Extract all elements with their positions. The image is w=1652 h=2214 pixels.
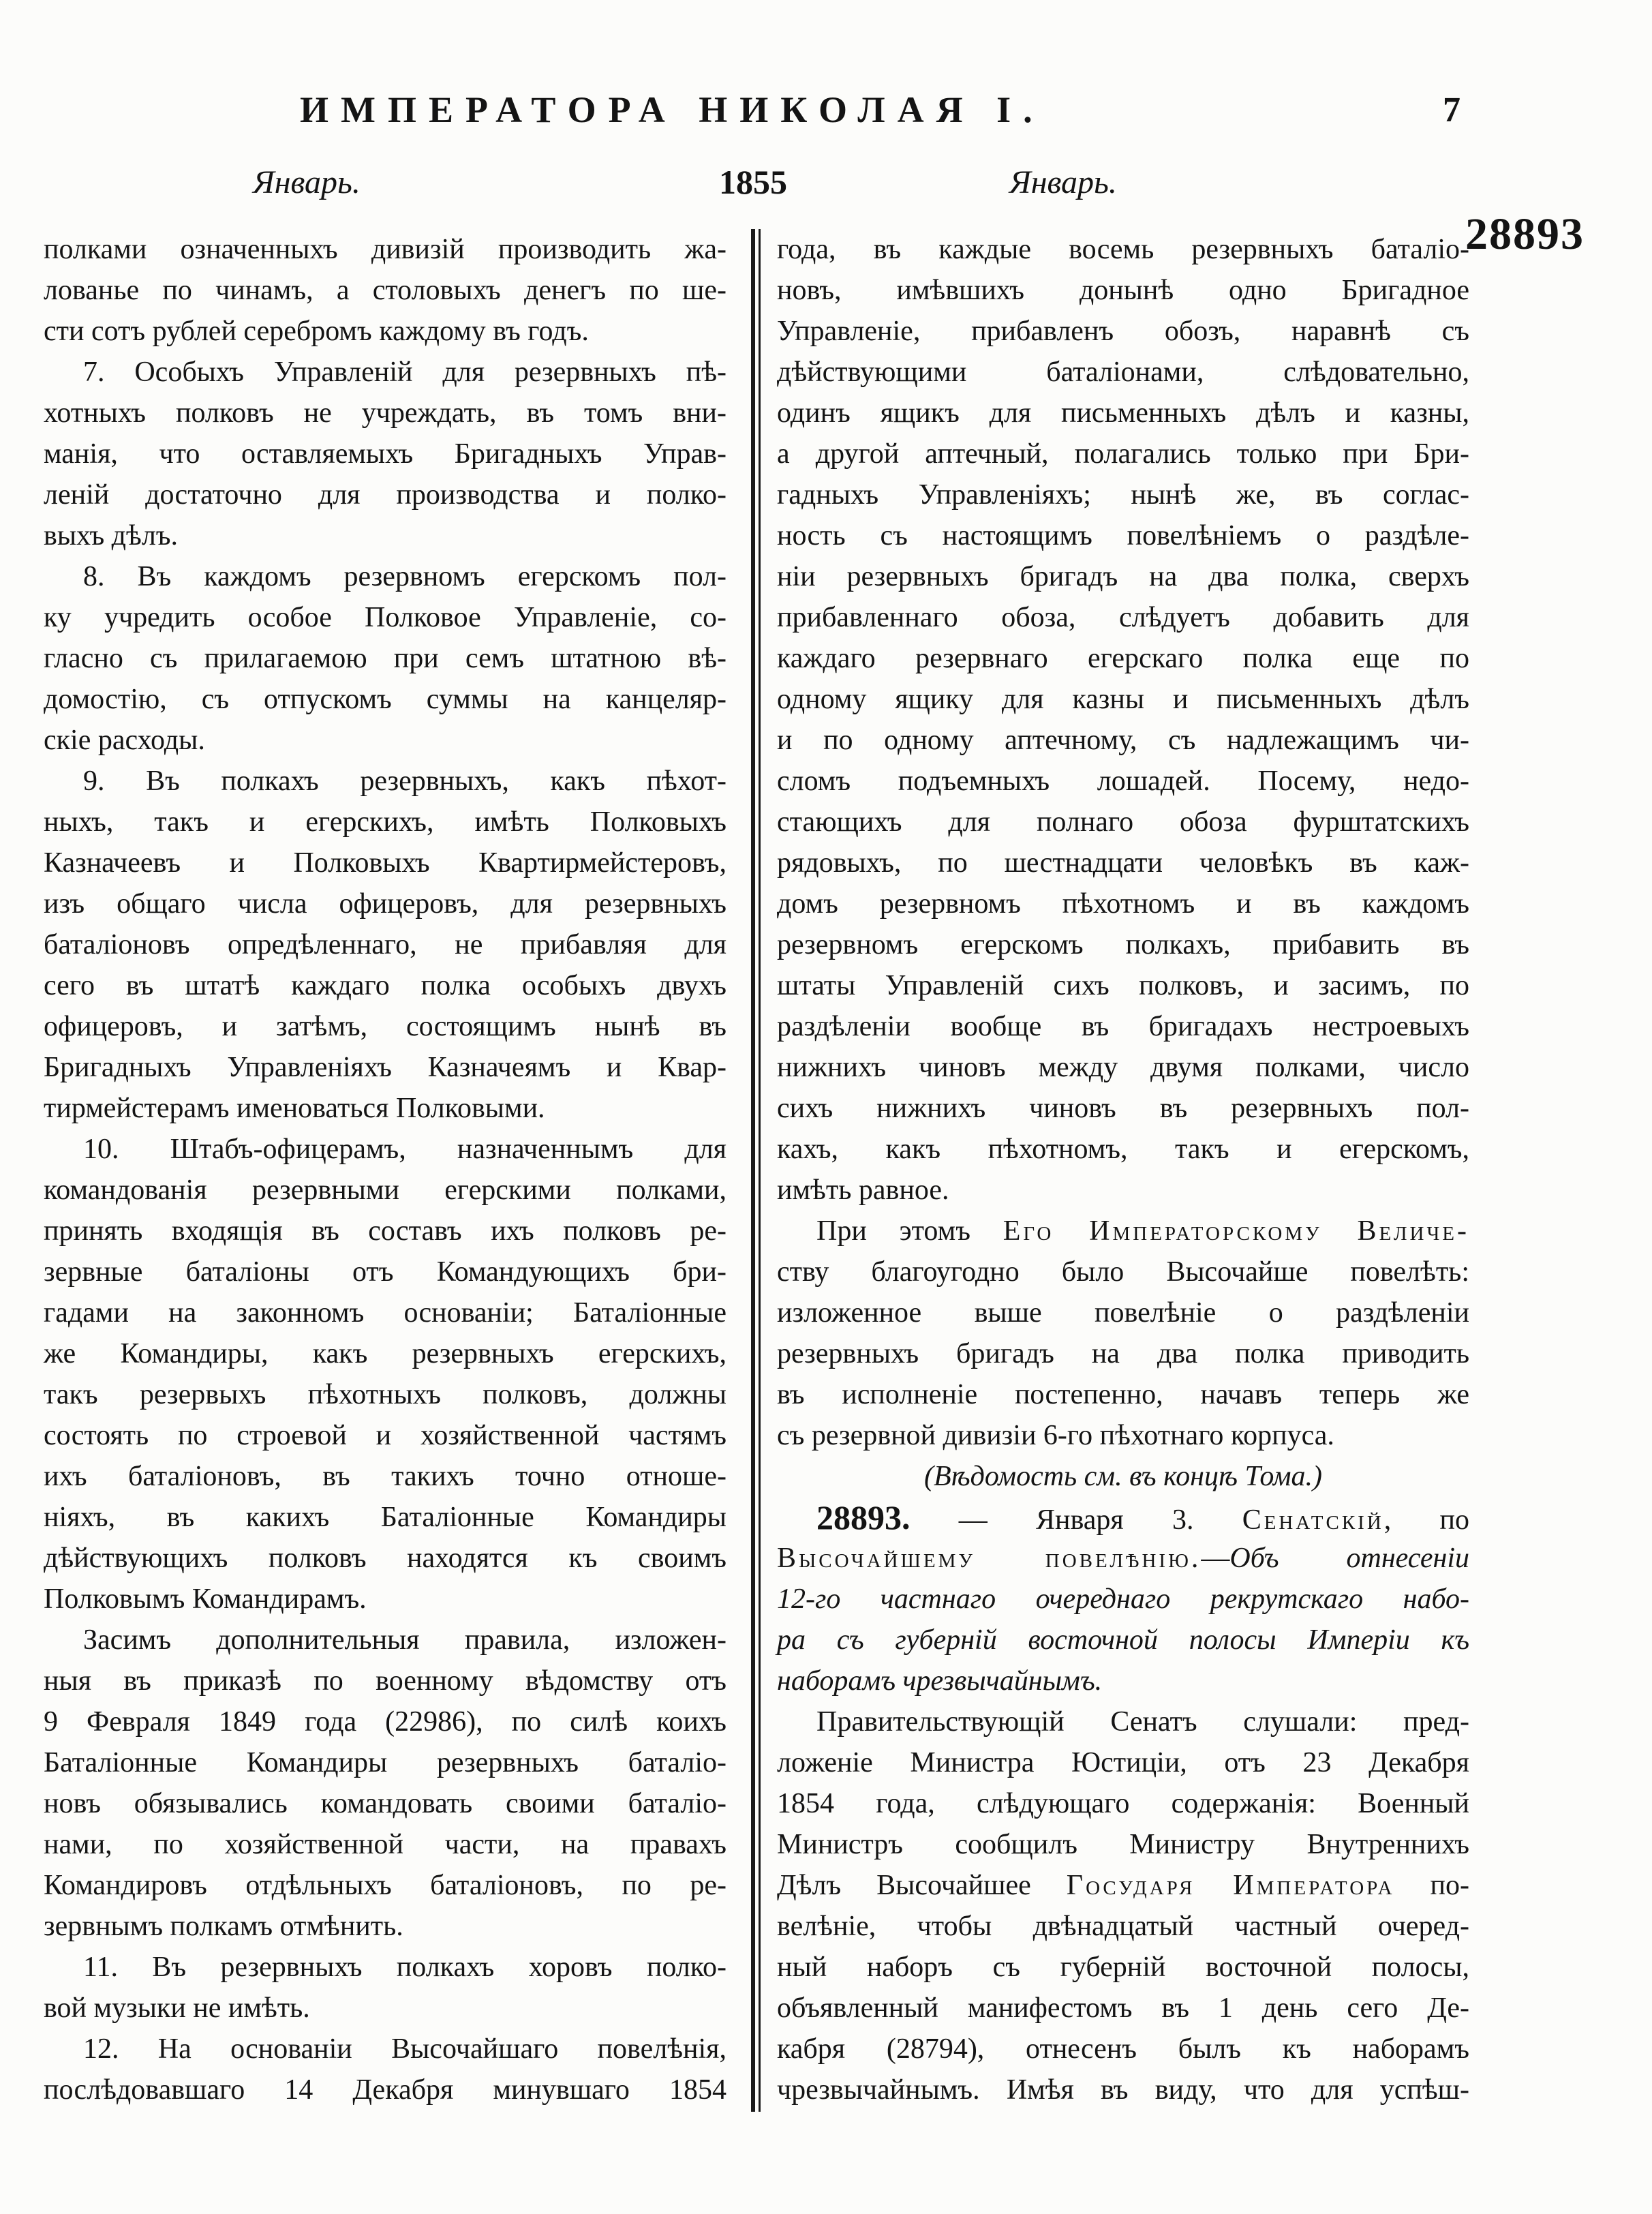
text-line: 12-го частнаго очереднаго рекрутскаго набо- xyxy=(777,1583,1469,1615)
text-line: ныхъ, такъ и егерскихъ, имѣть Полковыхъ xyxy=(44,806,726,838)
text-line: кахъ, какъ пѣхотномъ, такъ и егерскомъ, xyxy=(777,1134,1469,1165)
text-line: каждаго резервнаго егерскаго полка еще по xyxy=(777,643,1469,674)
text-line: новъ обязывались командовать своими баталіо- xyxy=(44,1788,726,1819)
text-line: раздѣленіи вообще въ бригадахъ нестроевыхъ xyxy=(777,1011,1469,1042)
text-line: стающихъ для полнаго обоза фурштатскихъ xyxy=(777,806,1469,838)
text-line: выхъ дѣлъ. xyxy=(44,520,179,551)
text-line: 9 Февраля 1849 года (22986), по силѣ коихъ xyxy=(44,1706,726,1738)
text-line: и по одному аптечному, съ надлежащимъ чи- xyxy=(777,725,1469,756)
running-head-month-left: Январь. xyxy=(253,164,361,200)
text-line: сего въ штатѣ каждаго полка особыхъ двухъ xyxy=(44,970,726,1001)
text-line: ку учредить особое Полковое Управленіе, со- xyxy=(44,602,726,633)
text-line: домостію, съ отпускомъ суммы на канцеляр- xyxy=(44,684,726,715)
text-segment: Дѣлъ Высочайшее xyxy=(777,1870,1067,1901)
text-segment: — xyxy=(1201,1543,1230,1574)
text-line: домъ резервномъ пѣхотномъ и въ каждомъ xyxy=(777,888,1469,920)
text-line: зервнымъ полкамъ отмѣнить. xyxy=(44,1911,403,1942)
text-line: командованія резервными егерскими полками, xyxy=(44,1174,726,1206)
text-line: 1854 года, слѣдующаго содержанія: Военный xyxy=(777,1788,1469,1819)
text-line: резервныхъ бригадъ на два полка приводить xyxy=(777,1338,1469,1369)
text-line: лованье по чинамъ, а столовыхъ денегъ по ше- xyxy=(44,275,726,306)
text-line: Казначеевъ и Полковыхъ Квартирмейстеровъ, xyxy=(44,847,726,879)
text-line: Засимъ дополнительныя правила, изложен- xyxy=(83,1624,726,1656)
text-line: дѣйствующими баталіонами, слѣдовательно, xyxy=(777,357,1469,388)
text-line: леній достаточно для производства и полко- xyxy=(44,479,726,511)
text-column-left xyxy=(44,229,726,2110)
text-line: кабря (28794), отнесенъ былъ къ наборамъ xyxy=(777,2033,1469,2065)
text-line: Полковымъ Командирамъ. xyxy=(44,1583,367,1615)
text-line: ный наборъ съ губерній восточной полосы, xyxy=(777,1952,1469,1983)
text-line: гадами на законномъ основаніи; Баталіонные xyxy=(44,1297,726,1329)
text-line: сихъ нижнихъ чиновъ въ резервныхъ пол- xyxy=(777,1093,1469,1124)
text-segment-sc: Его Императорскому Величе- xyxy=(1003,1215,1469,1247)
text-line: прибавленнаго обоза, слѣдуетъ добавить для xyxy=(777,602,1469,633)
text-line: Баталіонные Командиры резервныхъ баталіо- xyxy=(44,1747,726,1778)
text-line: 10. Штабъ-офицерамъ, назначеннымъ для xyxy=(83,1134,726,1165)
text-line: гадныхъ Управленіяхъ; нынѣ же, въ соглас- xyxy=(777,479,1469,511)
text-line: тирмейстерамъ именоваться Полковыми. xyxy=(44,1093,545,1124)
text-line: ра съ губерній восточной полосы Имперіи къ xyxy=(777,1624,1469,1656)
text-segment: , по xyxy=(1383,1504,1469,1536)
text-line: ству благоугодно было Высочайше повелѣть: xyxy=(777,1256,1469,1288)
text-line: послѣдовавшаго 14 Декабря минувшаго 1854 xyxy=(44,2074,726,2106)
text-line: а другой аптечный, полагались только при Бри- xyxy=(777,438,1469,470)
text-line xyxy=(777,1497,1469,1538)
text-line: нами, по хозяйственной части, на правахъ xyxy=(44,1829,726,1860)
text-line: Командировъ отдѣльныхъ баталіоновъ, по ре- xyxy=(44,1870,726,1901)
text-line: нижнихъ чиновъ между двумя полками, число xyxy=(777,1052,1469,1083)
text-line: года, въ каждые восемь резервныхъ баталіо- xyxy=(777,234,1469,265)
text-segment-sc: Высочайшему повелѣнію. xyxy=(777,1543,1202,1574)
column-divider-rule xyxy=(751,229,761,2112)
text-line: 11. Въ резервныхъ полкахъ хоровъ полко- xyxy=(83,1952,726,1983)
text-line: сломъ подъемныхъ лошадей. Посему, недо- xyxy=(777,765,1469,797)
text-line: полками означенныхъ дивизій производить жа- xyxy=(44,234,726,265)
text-line: 12. На основаніи Высочайшаго повелѣнія, xyxy=(83,2033,726,2065)
text-line: 7. Особыхъ Управленій для резервныхъ пѣ- xyxy=(83,357,726,388)
text-line: же Командиры, какъ резервныхъ егерскихъ, xyxy=(44,1338,726,1369)
running-head-year: 1855 xyxy=(719,163,787,201)
margin-entry-number: 28893 xyxy=(1465,209,1585,259)
text-line xyxy=(777,1211,1469,1252)
text-line: скіе расходы. xyxy=(44,725,205,756)
text-line: хотныхъ полковъ не учреждать, въ томъ вни- xyxy=(44,397,726,429)
text-line: дѣйствующихъ полковъ находятся къ своимъ xyxy=(44,1543,726,1574)
text-segment-sc: Сенатскій xyxy=(1242,1504,1384,1536)
text-line: офицеровъ, и затѣмъ, состоящимъ нынѣ въ xyxy=(44,1011,726,1042)
text-line: одинъ ящикъ для письменныхъ дѣлъ и казны, xyxy=(777,397,1469,429)
text-line: ность съ настоящимъ повелѣніемъ о раздѣле- xyxy=(777,520,1469,551)
text-segment-sc: Государя Императора xyxy=(1066,1870,1395,1901)
text-line: 9. Въ полкахъ резервныхъ, какъ пѣхот- xyxy=(83,765,726,797)
text-line: чрезвычайнымъ. Имѣя въ виду, что для успѣш- xyxy=(777,2074,1469,2106)
text-segment: — Января 3. xyxy=(910,1504,1242,1536)
text-line: объявленный манифестомъ въ 1 день сего Де- xyxy=(777,1992,1469,2024)
text-line: имѣть равное. xyxy=(777,1174,949,1206)
text-line: такъ резервыхъ пѣхотныхъ полковъ, должны xyxy=(44,1379,726,1410)
text-segment: При этомъ xyxy=(816,1215,1003,1247)
text-line: рядовыхъ, по шестнадцати человѣкъ въ каж- xyxy=(777,847,1469,879)
text-line: новъ, имѣвшихъ донынѣ одно Бригадное xyxy=(777,275,1469,306)
text-line: Бригадныхъ Управленіяхъ Казначеямъ и Квар- xyxy=(44,1052,726,1083)
text-line: (Вѣдомость см. въ концѣ Тома.) xyxy=(923,1461,1323,1492)
text-line: резервномъ егерскомъ полкахъ, прибавить въ xyxy=(777,929,1469,960)
text-line: съ резервной дивизіи 6-го пѣхотнаго корпуса. xyxy=(777,1420,1334,1451)
text-line: 8. Въ каждомъ резервномъ егерскомъ пол- xyxy=(83,561,726,592)
text-line: принять входящія въ составъ ихъ полковъ ре- xyxy=(44,1215,726,1247)
text-line: зервные баталіоны отъ Командующихъ бри- xyxy=(44,1256,726,1288)
text-line: наборамъ чрезвычайнымъ. xyxy=(777,1665,1103,1697)
text-line: ихъ баталіоновъ, въ такихъ точно отноше- xyxy=(44,1461,726,1492)
text-line: гласно съ прилагаемою при семъ штатною вѣ- xyxy=(44,643,726,674)
text-line: состоять по строевой и хозяйственной частямъ xyxy=(44,1420,726,1451)
text-segment: по- xyxy=(1394,1870,1469,1901)
text-line: ніи резервныхъ бригадъ на два полка, сверхъ xyxy=(777,561,1469,592)
page-title: ИМПЕРАТОРА НИКОЛАЯ I. xyxy=(300,89,1045,130)
text-line: изъ общаго числа офицеровъ, для резервныхъ xyxy=(44,888,726,920)
text-line: въ исполненіе постепенно, начавъ теперь же xyxy=(777,1379,1469,1410)
text-line: вой музыки не имѣть. xyxy=(44,1992,310,2024)
text-line xyxy=(777,1865,1469,1906)
text-line: Управленіе, прибавленъ обозъ, наравнѣ съ xyxy=(777,316,1469,347)
page-number: 7 xyxy=(1443,91,1460,130)
text-line xyxy=(777,1538,1469,1579)
text-segment-b: 28893. xyxy=(816,1498,911,1536)
text-line: одному ящику для казны и письменныхъ дѣлъ xyxy=(777,684,1469,715)
text-column-right xyxy=(777,229,1469,2110)
text-segment-i: Объ отнесеніи xyxy=(1229,1543,1469,1574)
text-line: ложеніе Министра Юстиціи, отъ 23 Декабря xyxy=(777,1747,1469,1778)
text-line: ніяхъ, въ какихъ Баталіонные Командиры xyxy=(44,1502,726,1533)
text-line: штаты Управленій сихъ полковъ, и засимъ, по xyxy=(777,970,1469,1001)
text-line: манія, что оставляемыхъ Бригадныхъ Управ- xyxy=(44,438,726,470)
text-line: Правительствующій Сенатъ слушали: пред- xyxy=(816,1706,1469,1738)
text-line: ныя въ приказѣ по военному вѣдомству отъ xyxy=(44,1665,726,1697)
text-line: баталіоновъ опредѣленнаго, не прибавляя для xyxy=(44,929,726,960)
running-head-month-right: Январь. xyxy=(1009,164,1117,200)
text-line: велѣніе, чтобы двѣнадцатый частный очеред- xyxy=(777,1911,1469,1942)
text-line: изложенное выше повелѣніе о раздѣленіи xyxy=(777,1297,1469,1329)
text-line: сти сотъ рублей серебромъ каждому въ годъ. xyxy=(44,316,589,347)
text-line: Министръ сообщилъ Министру Внутреннихъ xyxy=(777,1829,1469,1860)
